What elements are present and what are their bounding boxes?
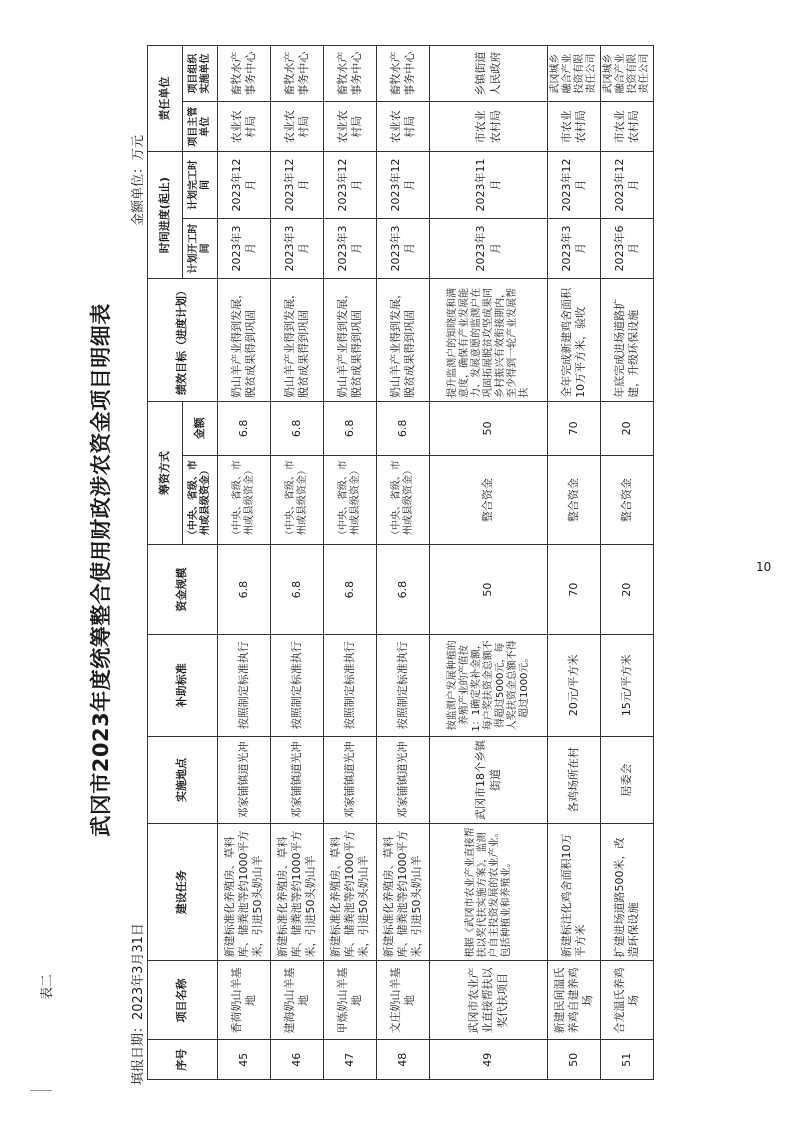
cell-source: （中央、省级、市州或县级资金） bbox=[271, 455, 324, 544]
cell-subsidy: 按监测户发展种植的养殖产业的产值按1：1确定奖补金额，每户奖扶资金总额不得超过5000元，每人奖扶资金总额不得超过1000元。 bbox=[430, 634, 548, 736]
cell-implementer: 武冈城乡融合产业投资有限责任公司 bbox=[601, 46, 654, 102]
cell-source: 整合资金 bbox=[548, 455, 601, 544]
cell-location: 邓家铺镇道光冲 bbox=[377, 736, 430, 823]
table-row bbox=[218, 46, 271, 1080]
table-row bbox=[377, 46, 430, 1080]
cell-end: 2023年12月 bbox=[218, 152, 271, 219]
cell-location: 邓家铺镇道光冲 bbox=[218, 736, 271, 823]
header-amount: 金额 bbox=[183, 401, 218, 455]
cell-implementer: 武冈城乡融合产业投资有限责任公司 bbox=[548, 46, 601, 102]
cell-end: 2023年12月 bbox=[271, 152, 324, 219]
cell-implementer: 畜牧水产事务中心 bbox=[377, 46, 430, 102]
cell-implementer: 畜牧水产事务中心 bbox=[218, 46, 271, 102]
cell-scale: 6.8 bbox=[218, 545, 271, 634]
header-seq: 序号 bbox=[148, 1040, 218, 1080]
header-schedule-group: 时间进度(起止) bbox=[148, 152, 183, 279]
header-scale: 资金规模 bbox=[148, 545, 218, 634]
cell-source: （中央、省级、市州或县级资金） bbox=[324, 455, 377, 544]
page-number: 10 bbox=[756, 560, 772, 574]
header-task: 建设任务 bbox=[148, 824, 218, 961]
cell-seq: 48 bbox=[377, 1040, 430, 1080]
cell-start: 2023年3月 bbox=[271, 218, 324, 278]
cell-amount: 6.8 bbox=[271, 401, 324, 455]
header-duty-group: 责任单位 bbox=[148, 46, 183, 152]
cell-location: 武冈市18个乡镇街道 bbox=[430, 736, 548, 823]
header-funding-group: 筹资方式 bbox=[148, 401, 183, 545]
cell-amount: 6.8 bbox=[324, 401, 377, 455]
cell-scale: 6.8 bbox=[271, 545, 324, 634]
document-title: 武冈市2023年度统筹整合使用财政涉农资金项目明细表 bbox=[89, 303, 113, 837]
cell-implementer: 畜牧水产事务中心 bbox=[324, 46, 377, 102]
cell-end: 2023年12月 bbox=[324, 152, 377, 219]
table-row bbox=[430, 46, 548, 1080]
cell-project-name: 香荷奶山羊基地 bbox=[218, 961, 271, 1040]
cell-start: 2023年3月 bbox=[324, 218, 377, 278]
cell-subsidy: 按照制定标准执行 bbox=[324, 634, 377, 736]
table-row bbox=[548, 46, 601, 1080]
cell-goal: 全年完成新建鸡舍面积10万平方米，验收 bbox=[548, 279, 601, 402]
cell-subsidy: 按照制定标准执行 bbox=[377, 634, 430, 736]
cell-seq: 45 bbox=[218, 1040, 271, 1080]
cell-seq: 50 bbox=[548, 1040, 601, 1080]
cell-end: 2023年12月 bbox=[601, 152, 654, 219]
cell-amount: 6.8 bbox=[377, 401, 430, 455]
table-row bbox=[601, 46, 654, 1080]
report-date: 填报日期：2023年3月31日 bbox=[131, 923, 146, 1085]
header-manager: 项目主管单位 bbox=[183, 102, 218, 152]
cell-implementer: 畜牧水产事务中心 bbox=[271, 46, 324, 102]
cell-task: 新建标准化养殖房、草料库、储粪池等约1000平方米，引进50头奶山羊 bbox=[324, 824, 377, 961]
cell-goal: 年底完成进场道路扩建，升级环保设施 bbox=[601, 279, 654, 402]
amount-unit: 金额单位：万元 bbox=[131, 135, 146, 227]
rotated-content bbox=[35, 45, 735, 1095]
cell-scale: 20 bbox=[601, 545, 654, 634]
cell-source: 整合资金 bbox=[430, 455, 548, 544]
cell-subsidy: 20元/平方米 bbox=[548, 634, 601, 736]
project-table bbox=[147, 45, 654, 1080]
cell-subsidy: 按照制定标准执行 bbox=[271, 634, 324, 736]
cell-location: 邓家铺镇道光冲 bbox=[324, 736, 377, 823]
cell-end: 2023年11月 bbox=[430, 152, 548, 219]
cell-end: 2023年12月 bbox=[377, 152, 430, 219]
cell-location: 邓家铺镇道光冲 bbox=[271, 736, 324, 823]
header-source: （中央、省级、市州或县级资金） bbox=[183, 455, 218, 544]
cell-amount: 50 bbox=[430, 401, 548, 455]
cell-amount: 6.8 bbox=[218, 401, 271, 455]
table-row bbox=[324, 46, 377, 1080]
cell-manager: 市农业农村局 bbox=[601, 102, 654, 152]
cell-start: 2023年3月 bbox=[218, 218, 271, 278]
cell-goal: 奶山羊产业得到发展，脱贫成果得到巩固 bbox=[218, 279, 271, 402]
cell-task: 新建标准化养殖房、草料库、储粪池等约1000平方米，引进50头奶山羊 bbox=[377, 824, 430, 961]
cell-scale: 6.8 bbox=[324, 545, 377, 634]
cell-end: 2023年12月 bbox=[548, 152, 601, 219]
cell-goal: 奶山羊产业得到发展，脱贫成果得到巩固 bbox=[271, 279, 324, 402]
cell-subsidy: 按照制定标准执行 bbox=[218, 634, 271, 736]
header-subsidy: 补助标准 bbox=[148, 634, 218, 736]
cell-scale: 6.8 bbox=[377, 545, 430, 634]
side-note: 表二 bbox=[40, 973, 55, 1000]
cell-manager: 农业农村局 bbox=[324, 102, 377, 152]
header-location: 实施地点 bbox=[148, 736, 218, 823]
header-project-name: 项目名称 bbox=[148, 961, 218, 1040]
cell-goal: 奶山羊产业得到发展，脱贫成果得到巩固 bbox=[324, 279, 377, 402]
cell-manager: 农业农村局 bbox=[271, 102, 324, 152]
cell-project-name: 建海奶山羊基地 bbox=[271, 961, 324, 1040]
cell-project-name: 甲炼奶山羊基地 bbox=[324, 961, 377, 1040]
header-implementer: 项目组织实施单位 bbox=[183, 46, 218, 102]
cell-amount: 70 bbox=[548, 401, 601, 455]
header-goal: 绩效目标（进度计划） bbox=[148, 279, 218, 402]
cell-project-name: 合龙温氏养鸡场 bbox=[601, 961, 654, 1040]
cell-project-name: 新建民间温氏养鸡自建养鸡场 bbox=[548, 961, 601, 1040]
table-row bbox=[271, 46, 324, 1080]
cell-implementer: 乡镇街道人民政府 bbox=[430, 46, 548, 102]
cell-start: 2023年6月 bbox=[601, 218, 654, 278]
cell-start: 2023年3月 bbox=[377, 218, 430, 278]
cell-source: 整合资金 bbox=[601, 455, 654, 544]
cell-amount: 20 bbox=[601, 401, 654, 455]
cell-task: 扩建进场道路500米，改造环保设施 bbox=[601, 824, 654, 961]
cell-manager: 市农业农村局 bbox=[430, 102, 548, 152]
cell-manager: 农业农村局 bbox=[218, 102, 271, 152]
cell-start: 2023年3月 bbox=[430, 218, 548, 278]
cell-location: 各鸡场所在村 bbox=[548, 736, 601, 823]
cell-location: 居委会 bbox=[601, 736, 654, 823]
cell-seq: 47 bbox=[324, 1040, 377, 1080]
cell-goal: 提升监测户的知晓度和满意度，确保有产业发展能力、发展意愿的监测户在巩固拓展脱贫攻坚成果同乡村振兴有效衔接期内，至少得到一轮产业发展帮扶 bbox=[430, 279, 548, 402]
cell-project-name: 文庄奶山羊基地 bbox=[377, 961, 430, 1040]
cell-task: 新建标注化鸡舍面积10万平方米 bbox=[548, 824, 601, 961]
cell-project-name: 武冈市农业产业直接帮扶以奖代扶项目 bbox=[430, 961, 548, 1040]
header-start: 计划开工时间 bbox=[183, 218, 218, 278]
cell-seq: 49 bbox=[430, 1040, 548, 1080]
cell-task: 新建标准化养殖房、草料库、储粪池等约1000平方米，引进50头奶山羊 bbox=[218, 824, 271, 961]
cell-start: 2023年3月 bbox=[548, 218, 601, 278]
cell-task: 根据《武冈市农业产业直接帮扶以奖代扶实施方案》，监测户自主投资发展的农业产业。包括种植业和养殖业。 bbox=[430, 824, 548, 961]
cell-source: （中央、省级、市州或县级资金） bbox=[377, 455, 430, 544]
cell-scale: 70 bbox=[548, 545, 601, 634]
cell-manager: 市农业农村局 bbox=[548, 102, 601, 152]
cell-task: 新建标准化养殖房、草料库、储粪池等约1000平方米，引进50头奶山羊 bbox=[271, 824, 324, 961]
cell-goal: 奶山羊产业得到发展，脱贫成果得到巩固 bbox=[377, 279, 430, 402]
cell-seq: 51 bbox=[601, 1040, 654, 1080]
cell-source: （中央、省级、市州或县级资金） bbox=[218, 455, 271, 544]
header-end: 计划完工时间 bbox=[183, 152, 218, 219]
cell-manager: 农业农村局 bbox=[377, 102, 430, 152]
cell-subsidy: 15元/平方米 bbox=[601, 634, 654, 736]
cell-seq: 46 bbox=[271, 1040, 324, 1080]
cell-scale: 50 bbox=[430, 545, 548, 634]
